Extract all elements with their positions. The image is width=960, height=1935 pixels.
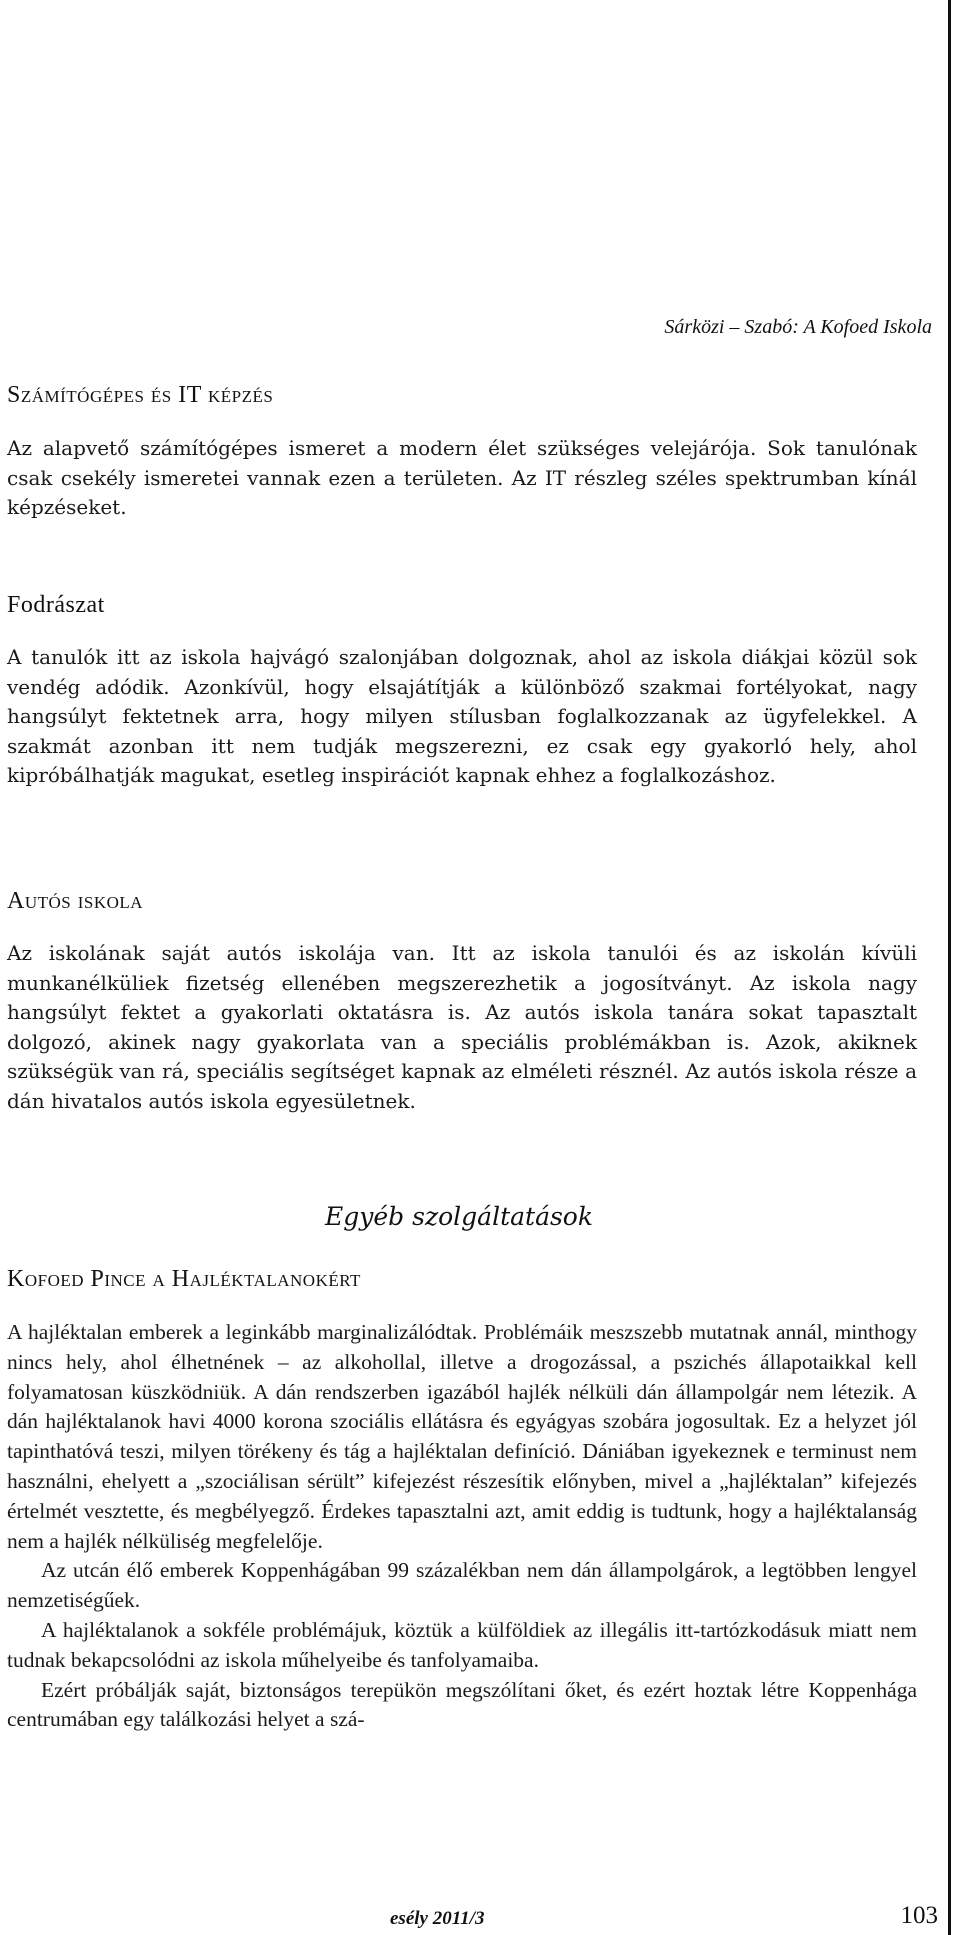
paragraph-hairdressing: A tanulók itt az iskola hajvágó szalonjában dolgoznak, ahol az iskola diákjai közül sok vendég adódik. Azonkívül, hogy elsajátítják a különböző szakmai fortélyokat, nagy hangsúlyt fektetnek arra, hogy milyen stílusban foglalkozzanak az ügyfelekkel. A szakmát azonban itt nem tudják megszerezni, ez csak egy gyakorló hely, ahol kipróbálhatják magukat, esetleg inspirációt kapnak ehhez a foglalkozáshoz. xyxy=(7,645,917,787)
other-services-body xyxy=(7,1318,917,1735)
section-heading-computer: Számítógépes és IT képzés xyxy=(7,382,274,408)
paragraph-homeless-4: Ezért próbálják saját, biztonságos terepükön megszólítani őket, és ezért hoztak létre Koppenhága centrumában egy találkozási helyet a szá- xyxy=(7,1677,917,1732)
section-heading-driving: Autós iskola xyxy=(7,888,144,914)
page-number: 103 xyxy=(900,1902,938,1929)
paragraph-computer: Az alapvető számítógépes ismeret a modern élet szükséges velejárója. Sok tanulónak csak csekély ismeretei vannak ezen a területen. Az IT részleg széles spektrumban kínál képzéseket. xyxy=(7,436,917,519)
paragraph-homeless-1: A hajléktalan emberek a leginkább marginalizálódtak. Problémáik meszszebb mutatnak annál, minthogy nincs hely, ahol élhetnének – az alkohollal, illetve a drogozással, a pszichés állapotaikkal kell folyamatosan küszködniük. A dán rendszerben igazából hajlék nélküli dán állampolgár nem létezik. A dán hajléktalanok havi 4000 korona szociális ellátásra és egyágyas szobára jogosultak. Ez a helyzet jól tapinthatóvá teszi, milyen törékeny és tág a hajléktalan definíció. Dániában igyekeznek e terminust nem használni, ehelyett a „szociálisan sérült” kifejezést részesítik előnyben, mivel a „hajléktalan” kifejezés értelmét vesztette, és megbélyegző. Érdekes tapasztalni azt, amit eddig is tudtunk, hogy a hajléktalanság nem a hajlék nélküliség megfelelője. xyxy=(7,1320,917,1553)
section-heading-hairdressing: Fodrászat xyxy=(7,592,105,618)
page-edge-rule xyxy=(948,0,951,1935)
paragraph-homeless-2: Az utcán élő emberek Koppenhágában 99 százalékban nem dán állampolgárok, a legtöbben lengyel nemzetiségűek. xyxy=(7,1558,917,1613)
paragraph-homeless-3: A hajléktalanok a sokféle problémájuk, köztük a külföldiek az illegális itt-tartózkodásuk miatt nem tudnak bekapcsolódni az iskola műhelyeibe és tanfolyamaiba. xyxy=(7,1617,917,1672)
section-heading-kofoed-pince: Kofoed Pince a Hajléktalanokért xyxy=(7,1266,361,1292)
footer-journal-issue: esély 2011/3 xyxy=(390,1908,485,1929)
paragraph-driving: Az iskolának saját autós iskolája van. Itt az iskola tanulói és az iskolán kívüli munkanélküliek fizetség ellenében megszerezhetik a jogosítványt. Az iskola nagy hangsúlyt fektet a gyakorlati oktatásra is. Az autós iskola tanára sokat tapasztalt dolgozó, akinek nagy gyakorlata van a speciális problémákban is. Azok, akiknek szükségük van rá, speciális segítséget kapnak az elméleti résznél. Az autós iskola része a dán hivatalos autós iskola egyesületnek. xyxy=(7,941,917,1113)
running-head: Sárközi – Szabó: A Kofoed Iskola xyxy=(664,316,932,338)
box-title-other-services: Egyéb szolgáltatások xyxy=(325,1202,594,1231)
